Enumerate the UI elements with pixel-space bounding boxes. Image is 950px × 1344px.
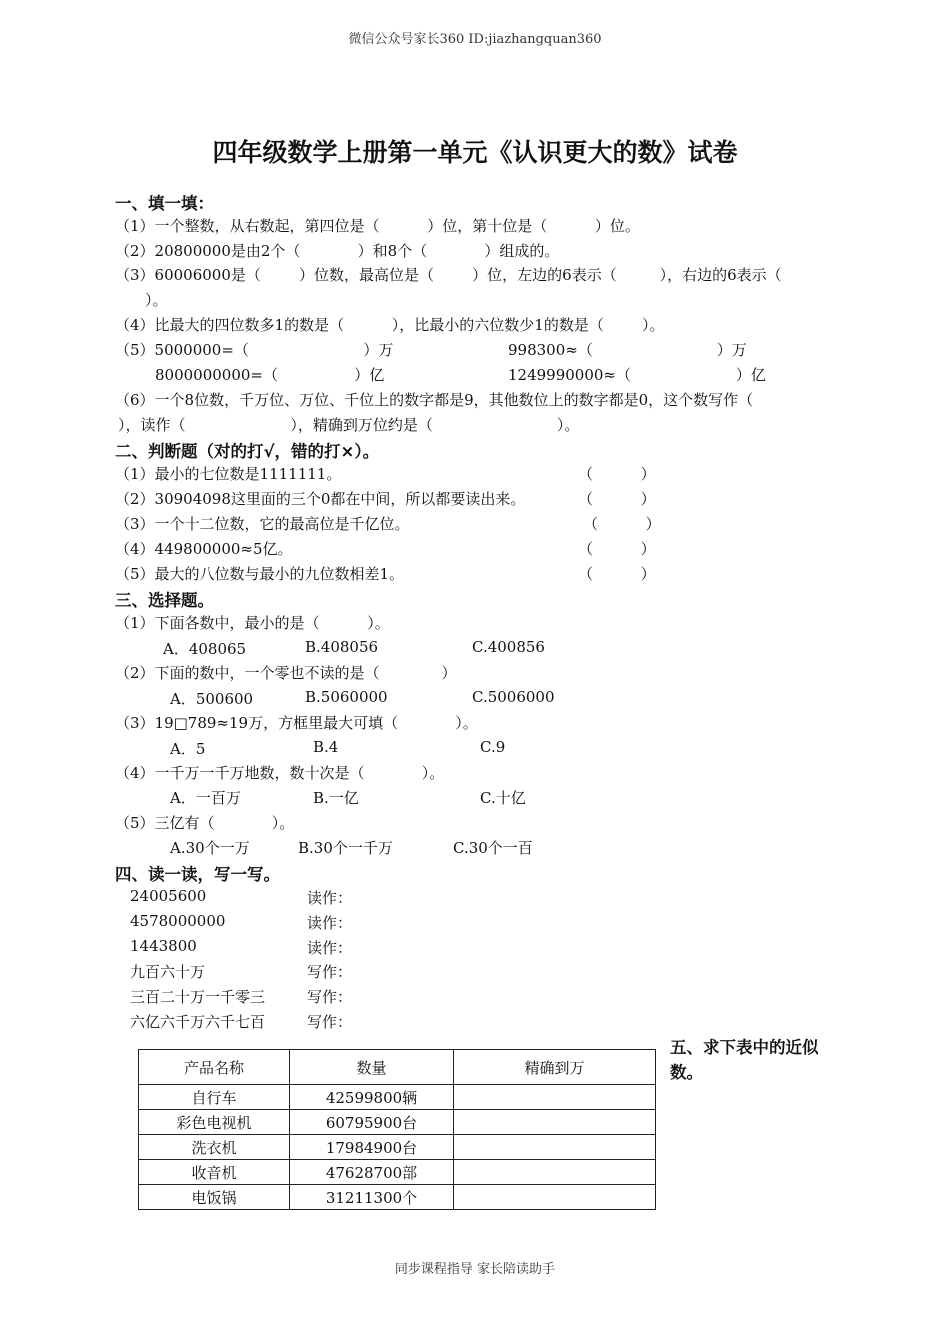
table-row (139, 1110, 656, 1135)
quantity-cell: 47628700部 (290, 1160, 454, 1185)
s4-row-6-value: 六亿六千万六千七百 (130, 1013, 266, 1031)
page-title: 四年级数学上册第一单元《认识更大的数》试卷 (212, 138, 738, 167)
s1-line-6: （6）一个8位数，千万位、万位、千位上的数字都是9，其他数位上的数字都是0，这个数写作（ (115, 391, 754, 409)
s3-q4-a: A．一百万 (170, 789, 241, 807)
s3-q4: （4）一千万一千万地数，数十次是（ ）。 (115, 764, 445, 782)
table-row (139, 1160, 656, 1185)
s3-q5: （5）三亿有（ ）。 (115, 814, 295, 832)
answer-cell[interactable] (454, 1110, 656, 1135)
s4-row-4-value: 九百六十万 (130, 963, 206, 981)
s1-line-3: （3）60006000是（ ）位数，最高位是（ ）位，左边的6表示（ ），右边的6表示（ (115, 266, 782, 284)
s2-bracket-5: （ ） (578, 565, 656, 583)
s1-line-5d: 1249990000≈（ ）亿 (508, 366, 766, 384)
product-cell: 自行车 (139, 1085, 290, 1110)
s4-row-1-label: 读作： (307, 889, 353, 907)
s3-q1-c: C.400856 (472, 638, 545, 656)
s1-line-2: （2）20800000是由2个（ ）和8个（ ）组成的。 (115, 242, 560, 260)
product-cell: 洗衣机 (139, 1135, 290, 1160)
s3-q2-c: C.5006000 (472, 688, 555, 706)
s2-item-1: （1）最小的七位数是1111111。 (115, 465, 342, 483)
section-1-title: 一、填一填： (115, 194, 214, 213)
approximation-table (138, 1049, 656, 1210)
s2-bracket-2: （ ） (578, 490, 656, 508)
s2-item-4: （4）449800000≈5亿。 (115, 540, 293, 558)
s4-row-5-label: 写作： (307, 988, 353, 1006)
s2-bracket-1: （ ） (578, 465, 656, 483)
section-5-title: 五、求下表中的近似数。 (670, 1038, 819, 1082)
s3-q2-a: A．500600 (170, 690, 254, 708)
s3-q5-c: C.30个一百 (453, 839, 533, 857)
product-cell: 电饭锅 (139, 1185, 290, 1210)
s4-row-2-label: 读作： (307, 914, 353, 932)
s3-q3-b: B.4 (313, 738, 339, 756)
s4-row-6-label: 写作： (307, 1013, 353, 1031)
s3-q1-b: B.408056 (305, 638, 379, 656)
quantity-cell: 60795900台 (290, 1110, 454, 1135)
header-product: 产品名称 (139, 1050, 290, 1085)
header-rounded: 精确到万 (454, 1050, 656, 1085)
s4-row-3-value: 1443800 (130, 937, 197, 955)
header-quantity: 数量 (290, 1050, 454, 1085)
page-footer: 同步课程指导 家长陪读助手 (394, 1262, 556, 1277)
s2-bracket-3: （ ） (583, 515, 661, 533)
s3-q5-a: A.30个一万 (170, 839, 250, 857)
product-cell: 彩色电视机 (139, 1110, 290, 1135)
table-header-row (139, 1050, 656, 1085)
s2-bracket-4: （ ） (578, 540, 656, 558)
s3-q1-a: A．408065 (163, 640, 247, 658)
quantity-cell: 17984900台 (290, 1135, 454, 1160)
s3-q1: （1）下面各数中，最小的是（ ）。 (115, 614, 390, 632)
s3-q3-a: A．5 (170, 740, 206, 758)
section-2-title: 二、判断题（对的打√，错的打×）。 (115, 442, 380, 461)
s1-line-5b: 998300≈（ ）万 (508, 341, 747, 359)
s1-line-1: （1）一个整数，从右数起，第四位是（ ）位，第十位是（ ）位。 (115, 217, 640, 235)
s3-q4-b: B.一亿 (313, 789, 359, 807)
section-4-title: 四、读一读，写一写。 (115, 865, 280, 884)
s1-line-5c: 8000000000=（ ）亿 (155, 366, 385, 384)
table-row (139, 1085, 656, 1110)
table-row (139, 1135, 656, 1160)
answer-cell[interactable] (454, 1160, 656, 1185)
s4-row-5-value: 三百二十万一千零三 (130, 988, 266, 1006)
answer-cell[interactable] (454, 1085, 656, 1110)
s3-q4-c: C.十亿 (480, 789, 526, 807)
page-header: 微信公众号家长360 ID:jiazhangquan360 (348, 32, 602, 47)
answer-cell[interactable] (454, 1185, 656, 1210)
s2-item-3: （3）一个十二位数，它的最高位是千亿位。 (115, 515, 410, 533)
s4-row-2-value: 4578000000 (130, 912, 226, 930)
s3-q3: （3）19□789≈19万，方框里最大可填（ ）。 (115, 714, 478, 732)
quantity-cell: 42599800辆 (290, 1085, 454, 1110)
product-cell: 收音机 (139, 1160, 290, 1185)
s4-row-1-value: 24005600 (130, 887, 207, 905)
s4-row-4-label: 写作： (307, 963, 353, 981)
table-row (139, 1185, 656, 1210)
quantity-cell: 31211300个 (290, 1185, 454, 1210)
answer-cell[interactable] (454, 1135, 656, 1160)
section-3-title: 三、选择题。 (115, 591, 214, 610)
s3-q2: （2）下面的数中，一个零也不读的是（ ） (115, 664, 457, 682)
s1-line-6b: ），读作（ ），精确到万位约是（ ）。 (118, 416, 580, 434)
s2-item-5: （5）最大的八位数与最小的九位数相差1。 (115, 565, 405, 583)
s1-line-5a: （5）5000000=（ ）万 (115, 341, 394, 359)
s4-row-3-label: 读作： (307, 939, 353, 957)
s1-line-4: （4）比最大的四位数多1的数是（ ），比最小的六位数少1的数是（ ）。 (115, 316, 665, 334)
s3-q2-b: B.5060000 (305, 688, 388, 706)
s2-item-2: （2）30904098这里面的三个0都在中间，所以都要读出来。 (115, 490, 526, 508)
s3-q5-b: B.30个一千万 (298, 839, 393, 857)
s3-q3-c: C.9 (480, 738, 506, 756)
s1-line-3b: ）。 (145, 291, 168, 309)
